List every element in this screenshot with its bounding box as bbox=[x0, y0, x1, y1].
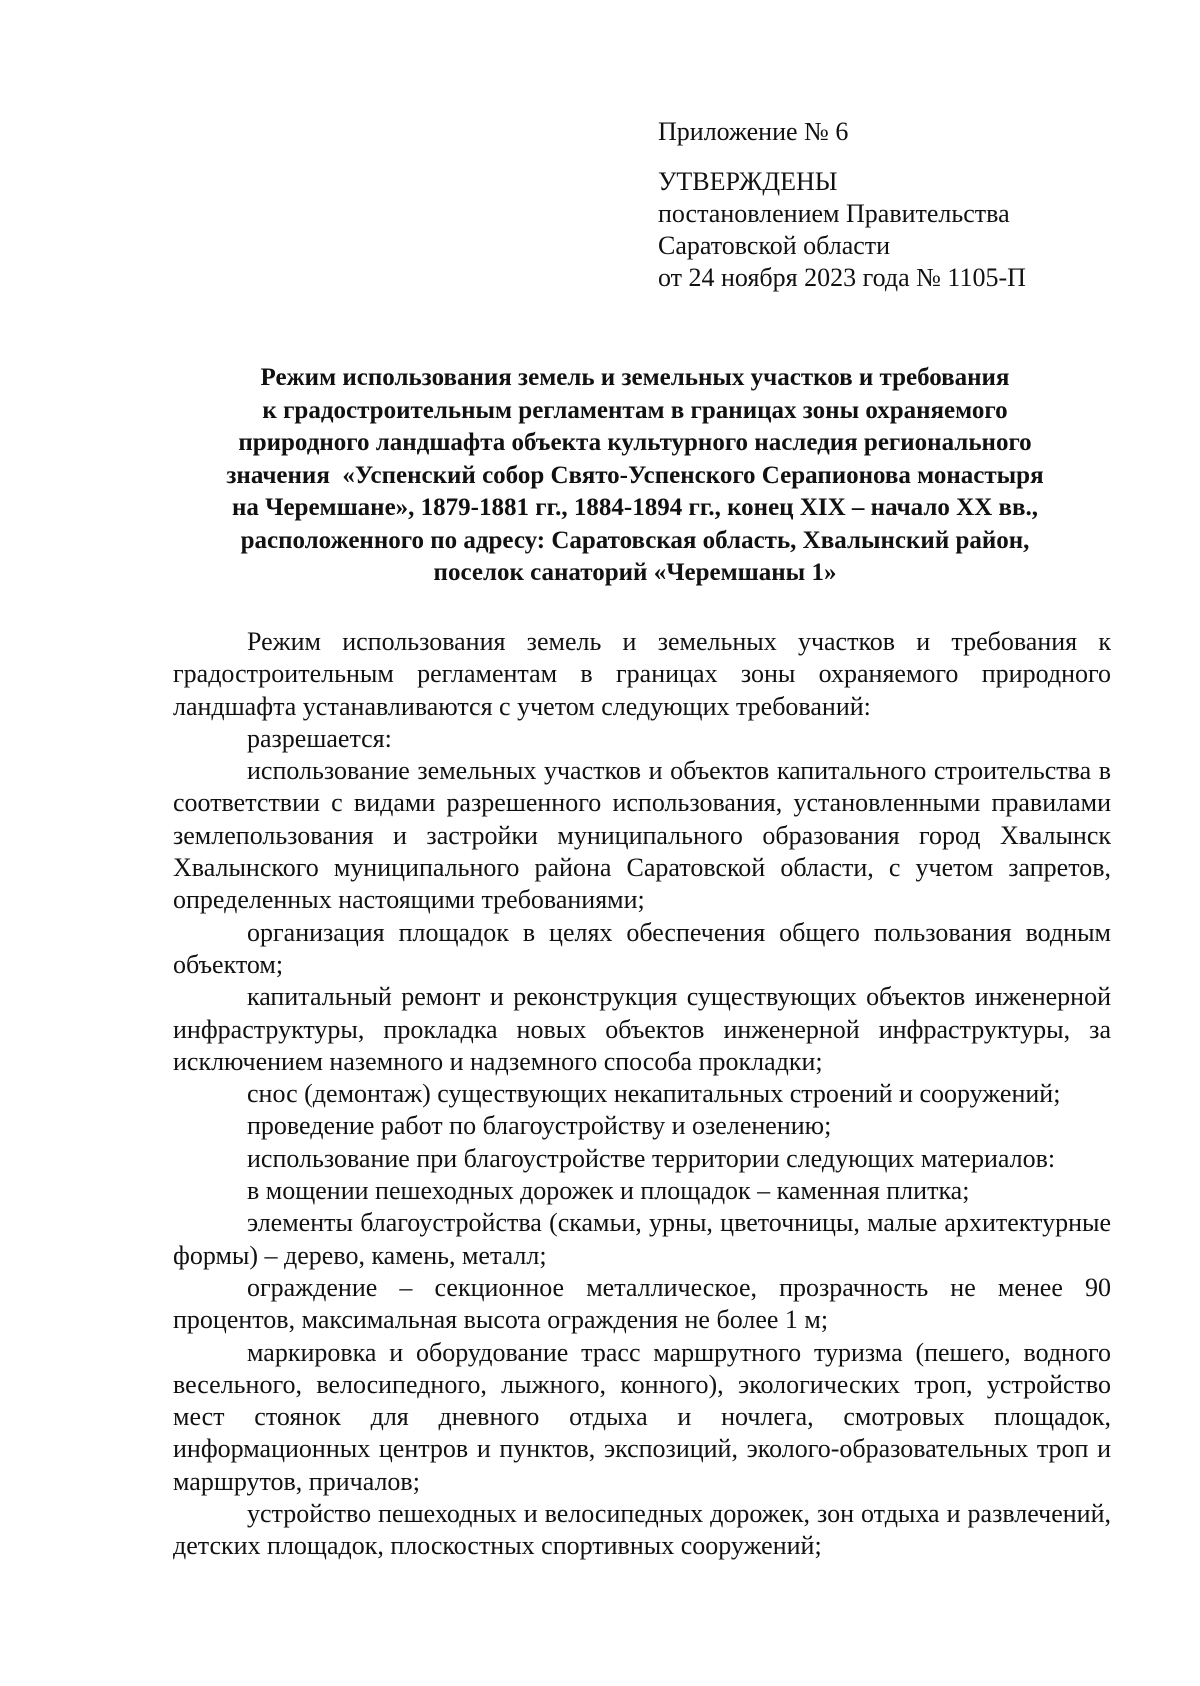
approved-label: УТВЕРЖДЕНЫ bbox=[658, 167, 838, 196]
title-line: на Черемшане», 1879-1881 гг., 1884-1894 гг., конец XIX – начало XX вв., bbox=[231, 494, 1039, 521]
approval-block bbox=[658, 116, 1138, 294]
body-paragraph: элементы благоустройства (скамьи, урны, цветочницы, малые архитектурные формы) – дерево, камень, металл; bbox=[173, 1208, 1111, 1270]
approved-by-line-1: постановлением Правительства bbox=[658, 199, 1010, 228]
approved-by-line-2: Саратовской области bbox=[658, 231, 891, 260]
body-paragraph: использование земельных участков и объектов капитального строительства в соответствии с видами разрешенного использования, установленными правилами землепользования и застройки муниципального образования город Хвалынск Хвалынского муниципального района Саратовской области, с учетом запретов, определенных настоящими требованиями; bbox=[173, 756, 1111, 915]
body-paragraph: проведение работ по благоустройству и озеленению; bbox=[247, 1111, 832, 1141]
title-line: природного ландшафта объекта культурного наследия регионального bbox=[238, 429, 1032, 456]
body-paragraph: Режим использования земель и земельных участков и требования к градостроительным регламентам в границах зоны охраняемого природного ландшафта устанавливаются с учетом следующих требований: bbox=[173, 627, 1111, 721]
body-paragraph: капитальный ремонт и реконструкция существующих объектов инженерной инфраструктуры, прокладка новых объектов инженерной инфраструктуры, за исключением наземного и надземного способа прокладки; bbox=[173, 982, 1111, 1076]
document-body bbox=[173, 626, 1111, 1563]
title-line: к градостроительным регламентам в границах зоны охраняемого bbox=[262, 396, 1008, 424]
title-line: поселок санаторий «Черемшаны 1» bbox=[433, 559, 837, 586]
body-paragraph: организация площадок в целях обеспечения общего пользования водным объектом; bbox=[173, 917, 1111, 979]
title-line: значения «Успенский собор Свято-Успенского Серапионова монастыря bbox=[226, 461, 1044, 489]
body-paragraph: снос (демонтаж) существующих некапитальных строений и сооружений; bbox=[247, 1079, 1061, 1109]
title-line: расположенного по адресу: Саратовская область, Хвалынский район, bbox=[240, 526, 1030, 554]
body-paragraph: в мощении пешеходных дорожек и площадок – каменная плитка; bbox=[247, 1176, 970, 1206]
annex-number: Приложение № 6 bbox=[658, 117, 849, 146]
body-paragraph: ограждение – секционное металлическое, прозрачность не менее 90 процентов, максимальная высота ограждения не более 1 м; bbox=[173, 1272, 1111, 1335]
body-paragraph: маркировка и оборудование трасс маршрутного туризма (пешего, водного весельного, велосипедного, лыжного, конного), экологических троп, устройство мест стоянок для дневного отдыха и ночлега, смотровых площадок, информационных центров и пунктов, экспозиций, эколого-образовательных троп и маршрутов, причалов; bbox=[173, 1337, 1111, 1496]
title-line: Режим использования земель и земельных участков и требования bbox=[260, 364, 1010, 391]
approval-date: от 24 ноября 2023 года № 1105-П bbox=[658, 263, 1026, 292]
body-paragraph: разрешается: bbox=[247, 723, 392, 753]
body-paragraph: устройство пешеходных и велосипедных дорожек, зон отдыха и развлечений, детских площадок, плоскостных спортивных сооружений; bbox=[173, 1499, 1111, 1561]
body-paragraph: использование при благоустройстве территории следующих материалов: bbox=[247, 1143, 1056, 1173]
document-title bbox=[160, 362, 1110, 590]
